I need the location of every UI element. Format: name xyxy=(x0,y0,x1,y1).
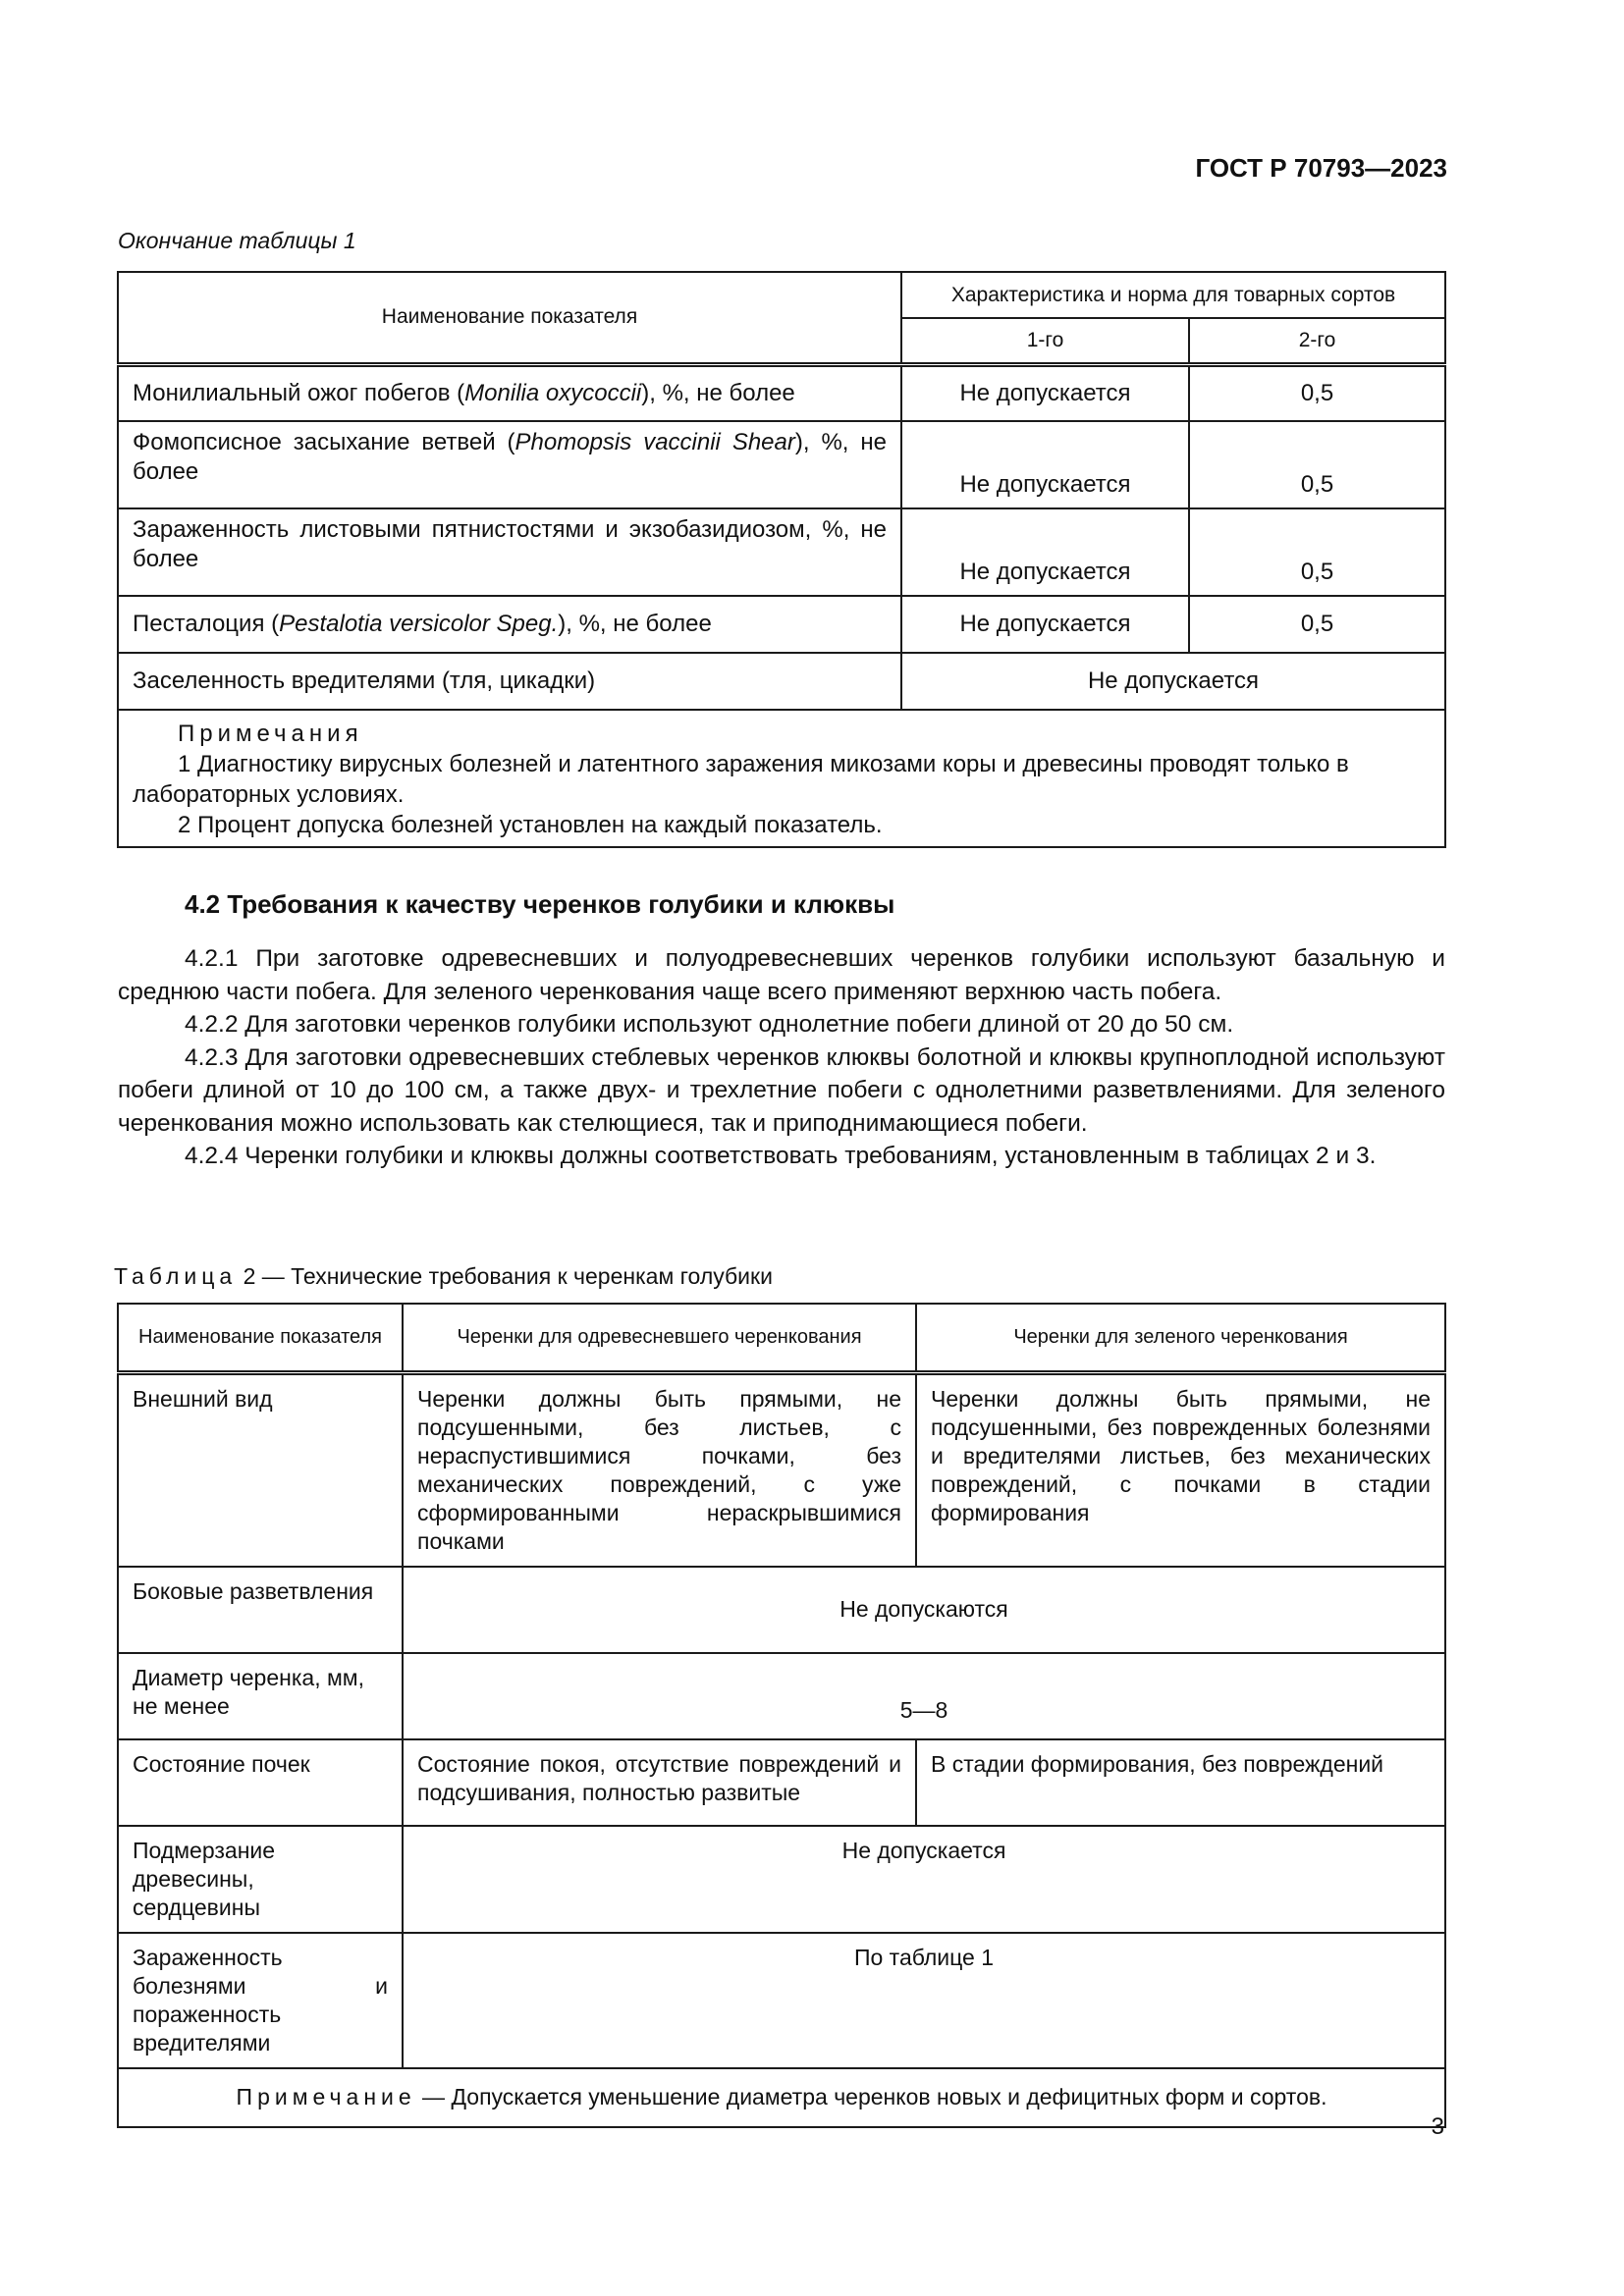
table-row-name: Фомопсисное засыхание ветвей (Phomopsis vaccinii Shear), %, не более xyxy=(118,421,901,508)
table-cell-grade-1: Не допускается xyxy=(901,364,1189,421)
table-cell-merged: По таблице 1 xyxy=(403,1933,1445,2068)
table-continuation-label: Окончание таблицы 1 xyxy=(118,228,356,253)
table-2-note: Примечание — Допускается уменьшение диаметра черенков новых и дефицитных форм и сортов. xyxy=(118,2068,1445,2127)
paragraph: 4.2.3 Для заготовки одревесневших стеблевых черенков клюквы болотной и клюквы крупноплодной используют побеги длиной от 10 до 100 см, а также двух- и трехлетние побеги с однолетними разветвлениями. Для зеленого черенкования можно использовать как стелющиеся, так и приподнимающиеся побеги. xyxy=(118,1043,1445,1137)
table-cell-merged: 5—8 xyxy=(403,1653,1445,1739)
table-row-name: Заселенность вредителями (тля, цикадки) xyxy=(118,653,901,710)
table-row-name: Монилиальный ожог побегов (Monilia oxycoccii), %, не более xyxy=(118,364,901,421)
header-woody-cuttings: Черенки для одревесневшего черенкования xyxy=(403,1304,916,1372)
table-2 xyxy=(117,1303,1446,2128)
table-cell-green: В стадии формирования, без повреждений xyxy=(916,1739,1445,1826)
page-number: 3 xyxy=(1431,2113,1444,2140)
paragraph: 4.2.1 При заготовке одревесневших и полуодревесневших черенков голубики используют базальную и среднюю части побега. Для зеленого черенкования чаще всего применяют верхнюю часть побега. xyxy=(118,945,1445,1005)
note-item: 2 Процент допуска болезней установлен на каждый показатель. xyxy=(178,812,883,838)
table-cell-green: Черенки должны быть прямыми, не подсушенными, без поврежденных болезнями и вредителями листьев, без механических повреждений, с почками в стадии формирования xyxy=(916,1372,1445,1567)
table-row-name: Зараженность листовыми пятнистостями и экзобазидиозом, %, не более xyxy=(118,508,901,596)
table-row-name: Песталоция (Pestalotia versicolor Speg.), %, не более xyxy=(118,596,901,653)
table-cell-grade-1: Не допускается xyxy=(901,508,1189,596)
table-cell-woody: Состояние покоя, отсутствие повреждений и подсушивания, полностью развитые xyxy=(403,1739,916,1826)
note-item: 1 Диагностику вирусных болезней и латентного заражения микозами коры и древесины проводят только в лабораторных условиях. xyxy=(133,751,1349,808)
header-grade-group: Характеристика и норма для товарных сортов xyxy=(901,272,1445,318)
table-cell-grade-2: 0,5 xyxy=(1189,508,1445,596)
table-row-name: Зараженность болезнями и пораженность вредителями xyxy=(118,1933,403,2068)
table-row-name: Состояние почек xyxy=(118,1739,403,1826)
header-indicator-name: Наименование показателя xyxy=(118,1304,403,1372)
table-row-name: Подмерзание древесины, сердцевины xyxy=(118,1826,403,1933)
header-green-cuttings: Черенки для зеленого черенкования xyxy=(916,1304,1445,1372)
table-cell-merged: Не допускается xyxy=(403,1826,1445,1933)
table-row-name: Диаметр черенка, мм, не менее xyxy=(118,1653,403,1739)
document-number: ГОСТ Р 70793—2023 xyxy=(1195,153,1447,183)
table-cell-grade-2: 0,5 xyxy=(1189,596,1445,653)
section-heading: 4.2 Требования к качеству черенков голубики и клюквы xyxy=(185,889,895,919)
table-cell-merged: Не допускается xyxy=(901,653,1445,710)
table-2-caption: Таблица 2 — Технические требования к черенкам голубики xyxy=(114,1263,773,1289)
section-body xyxy=(118,942,1445,1173)
table-cell-grade-2: 0,5 xyxy=(1189,364,1445,421)
paragraph: 4.2.2 Для заготовки черенков голубики используют однолетние побеги длиной от 20 до 50 см. xyxy=(185,1011,1234,1038)
table-row-name: Боковые разветвления xyxy=(118,1567,403,1653)
notes-title: Примечания xyxy=(178,721,363,747)
header-indicator-name: Наименование показателя xyxy=(118,272,901,364)
table-cell-woody: Черенки должны быть прямыми, не подсушенными, без листьев, с нераспустившимися почками, без механических повреждений, с уже сформированными нераскрывшимися почками xyxy=(403,1372,916,1567)
table-cell-grade-2: 0,5 xyxy=(1189,421,1445,508)
paragraph: 4.2.4 Черенки голубики и клюквы должны соответствовать требованиям, установленным в таблицах 2 и 3. xyxy=(185,1143,1377,1169)
table-cell-grade-1: Не допускается xyxy=(901,421,1189,508)
table-row-name: Внешний вид xyxy=(118,1372,403,1567)
header-grade-2: 2-го xyxy=(1189,318,1445,364)
header-grade-1: 1-го xyxy=(901,318,1189,364)
table-1 xyxy=(117,271,1446,848)
table-notes xyxy=(118,710,1445,847)
table-cell-merged: Не допускаются xyxy=(403,1567,1445,1653)
table-cell-grade-1: Не допускается xyxy=(901,596,1189,653)
